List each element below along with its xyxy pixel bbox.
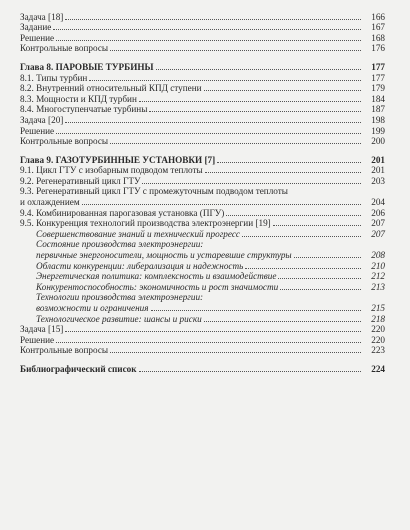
- toc-entry: [0, 260, 410, 271]
- table-of-contents: [0, 11, 410, 374]
- toc-page-number: 210: [371, 260, 385, 271]
- dot-leader: [110, 50, 361, 51]
- toc-entry-title: 9.5. Конкуренция технологий производства электроэнергии [19]: [20, 218, 271, 229]
- toc-page-number: 200: [371, 136, 385, 147]
- section-gap: [0, 53, 410, 61]
- toc-page-number: 206: [371, 207, 385, 218]
- toc-entry-title: Контрольные вопросы: [20, 345, 109, 356]
- dot-leader: [65, 19, 361, 20]
- toc-entry-title: 9.4. Комбинированная парогазовая установка (ПГУ): [20, 207, 225, 218]
- dot-leader: [110, 143, 361, 144]
- section-gap: [0, 355, 410, 363]
- toc-entry-title: 9.1. Цикл ГТУ с изобарным подводом теплоты: [20, 165, 203, 176]
- toc-page-number: 166: [371, 11, 385, 22]
- toc-entry: [0, 281, 410, 292]
- toc-entry: [0, 83, 410, 94]
- toc-page-number: 199: [371, 125, 385, 136]
- toc-entry: [0, 228, 410, 239]
- dot-leader: [280, 289, 361, 290]
- toc-entry-continued: 9.3. Регенеративный цикл ГТУ с промежуточным подводом теплоты: [20, 185, 288, 196]
- toc-entry-title: Решение: [20, 334, 55, 345]
- toc-page-number: 179: [371, 83, 385, 94]
- toc-entry-title: Задание: [20, 22, 52, 33]
- toc-entry-title: 8.3. Мощности и КПД турбин: [20, 93, 137, 104]
- toc-entry-title: Глава 9. ГАЗОТУРБИННЫЕ УСТАНОВКИ [7]: [20, 154, 216, 165]
- toc-page-number: 177: [371, 72, 385, 83]
- dot-leader: [242, 236, 361, 237]
- dot-leader: [151, 310, 361, 311]
- toc-page-number: 213: [371, 281, 385, 292]
- toc-page-number: 220: [371, 334, 385, 345]
- toc-page-number: 168: [371, 32, 385, 43]
- dot-leader: [110, 352, 361, 353]
- toc-entry: [0, 313, 410, 324]
- toc-page-number: 207: [371, 218, 385, 229]
- toc-entry: [0, 302, 410, 313]
- toc-entry-title: 9.2. Регенеративный цикл ГТУ: [20, 175, 141, 186]
- toc-bibliography: [0, 363, 410, 374]
- toc-entry: [0, 43, 410, 54]
- section-gap: [0, 146, 410, 154]
- toc-page-number: 167: [371, 22, 385, 33]
- toc-page-number: 224: [371, 364, 385, 374]
- dot-leader: [226, 215, 361, 216]
- toc-page-number: 204: [371, 197, 385, 208]
- toc-entry: [0, 125, 410, 136]
- dot-leader: [273, 225, 361, 226]
- dot-leader: [294, 257, 361, 258]
- dot-leader: [56, 133, 361, 134]
- toc-page-number: 208: [371, 250, 385, 261]
- dot-leader: [217, 162, 361, 163]
- toc-page-number: 176: [371, 43, 385, 54]
- toc-entry-title: Области конкуренции: либерализация и надежность: [36, 260, 244, 271]
- toc-entry: [0, 165, 410, 176]
- dot-leader: [204, 90, 361, 91]
- toc-entry: [0, 22, 410, 33]
- toc-page-number: 203: [371, 175, 385, 186]
- dot-leader: [204, 321, 361, 322]
- toc-page-number: 184: [371, 93, 385, 104]
- toc-entry-continued: Состояние производства электроэнергии:: [36, 238, 204, 249]
- toc-entry-title: Решение: [20, 32, 55, 43]
- toc-chapter: [0, 154, 410, 165]
- toc-page-number: 207: [371, 228, 385, 239]
- header-mark: [150, 0, 270, 5]
- dot-leader: [53, 29, 361, 30]
- toc-entry: [0, 218, 410, 229]
- toc-entry-title: 8.1. Типы турбин: [20, 72, 88, 83]
- toc-entry-title: Контрольные вопросы: [20, 136, 109, 147]
- toc-page-number: 187: [371, 104, 385, 115]
- toc-entry-title: 8.2. Внутренний относительный КПД ступени: [20, 83, 202, 94]
- toc-page-number: 201: [371, 154, 385, 165]
- toc-entry: [0, 207, 410, 218]
- toc-entry-title: Совершенствование знаний и технический прогресс: [36, 228, 240, 239]
- dot-leader: [156, 69, 361, 70]
- toc-entry: [0, 136, 410, 147]
- toc-entry-title: Контрольные вопросы: [20, 43, 109, 54]
- toc-entry: [0, 334, 410, 345]
- toc-entry: [0, 93, 410, 104]
- toc-page-number: 215: [371, 303, 385, 314]
- dot-leader: [82, 204, 361, 205]
- toc-page-number: 220: [371, 324, 385, 335]
- toc-page-number: 212: [371, 271, 385, 282]
- toc-entry: [0, 72, 410, 83]
- toc-entry-title: Библиографический список: [20, 364, 137, 374]
- dot-leader: [56, 40, 361, 41]
- dot-leader: [278, 278, 361, 279]
- toc-page-number: 223: [371, 345, 385, 356]
- toc-entry-continued: Технологии производства электроэнергии:: [36, 291, 204, 302]
- toc-entry-title: Задача [18]: [20, 11, 64, 22]
- toc-page-number: 198: [371, 114, 385, 125]
- toc-entry: [0, 104, 410, 115]
- dot-leader: [89, 80, 361, 81]
- toc-entry: [0, 175, 410, 186]
- toc-entry-title: Глава 8. ПАРОВЫЕ ТУРБИНЫ: [20, 61, 154, 72]
- toc-entry: [0, 11, 410, 22]
- toc-chapter: [0, 61, 410, 72]
- toc-entry-title: первичные энергоносители, мощность и устаревшие структуры: [36, 250, 292, 261]
- dot-leader: [56, 342, 361, 343]
- toc-entry-title: Конкурентоспособность: экономичность и рост значимости: [36, 281, 279, 292]
- toc-entry-title: Задача [15]: [20, 324, 64, 335]
- toc-entry-title: Решение: [20, 125, 55, 136]
- toc-entry-title: возможности и ограничения: [36, 303, 149, 314]
- dot-leader: [149, 111, 361, 112]
- toc-entry: [0, 345, 410, 356]
- toc-entry: [0, 197, 410, 208]
- toc-page-number: 218: [371, 313, 385, 324]
- toc-entry-title: Задача [20]: [20, 114, 64, 125]
- toc-entry: [0, 249, 410, 260]
- toc-entry-title: Технологическое развитие: шансы и риски: [36, 313, 202, 324]
- dot-leader: [139, 371, 361, 372]
- dot-leader: [65, 122, 361, 123]
- dot-leader: [139, 101, 361, 102]
- toc-entry: [0, 324, 410, 335]
- toc-entry-title: Энергетическая политика: комплексность и взаимодействие: [36, 271, 277, 282]
- toc-page-number: 201: [371, 165, 385, 176]
- dot-leader: [142, 183, 361, 184]
- dot-leader: [205, 172, 361, 173]
- toc-entry-title: и охлаждением: [20, 197, 80, 208]
- toc-entry: [0, 114, 410, 125]
- dot-leader: [245, 268, 361, 269]
- toc-entry: [0, 32, 410, 43]
- toc-page-number: 177: [371, 61, 385, 72]
- toc-entry: [0, 271, 410, 282]
- dot-leader: [65, 331, 361, 332]
- toc-entry-title: 8.4. Многоступенчатые турбины: [20, 104, 148, 115]
